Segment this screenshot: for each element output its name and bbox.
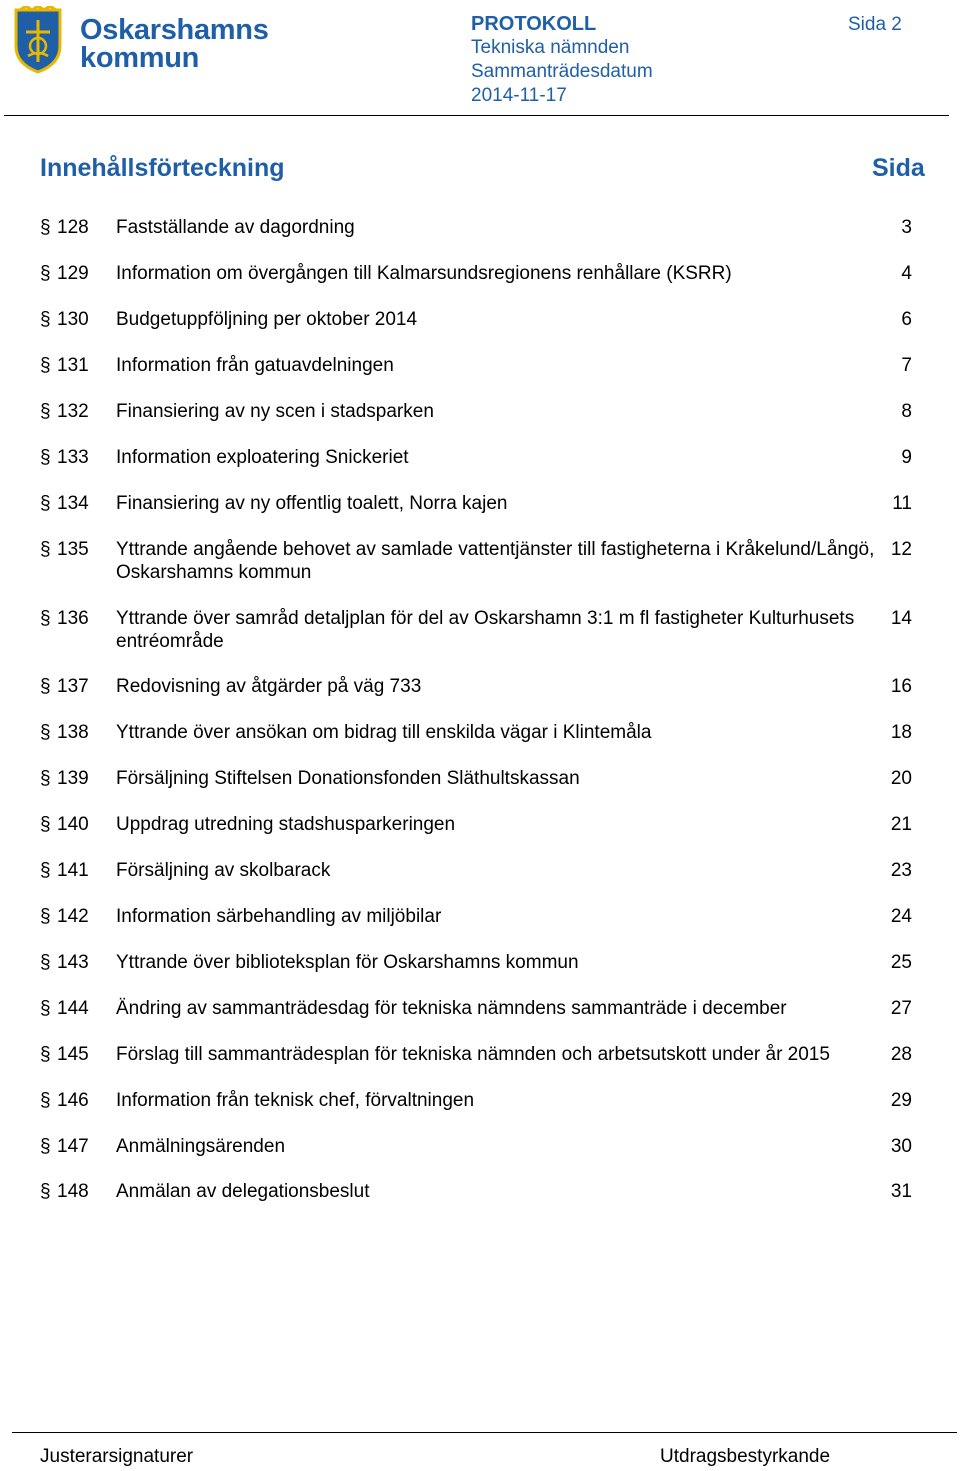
section-sign: § [40,309,51,330]
board-name: Tekniska nämnden [471,37,630,58]
toc-entry-title: Fastställande av dagordning [116,217,355,238]
toc-entry-page: 18 [890,722,912,743]
toc-page-column-heading: Sida [872,154,925,182]
section-sign: § [40,217,51,238]
toc-entry-number: 132 [57,401,89,422]
footer-divider [12,1432,957,1433]
toc-entry-title: Yttrande angående behovet av samlade vattentjänster till fastigheterna i Kråkelund/Långö, Oskarshamns kommun [116,539,875,583]
toc-entry-number: 135 [57,539,89,560]
section-sign: § [40,539,51,560]
logo-name: Oskarshamns [80,14,269,46]
page-number: Sida 2 [848,14,902,35]
toc-entry-title: Förslag till sammanträdesplan för tekniska nämnden och arbetsutskott under år 2015 [116,1044,830,1065]
toc-entry-number: 144 [57,998,89,1019]
toc-entry-title: Budgetuppföljning per oktober 2014 [116,309,418,330]
section-sign: § [40,447,51,468]
toc-entry-page: 7 [901,355,912,376]
toc-entry-page: 11 [892,493,912,514]
section-sign: § [40,722,51,743]
toc-entry-number: 145 [57,1044,89,1065]
toc-entry-title: Finansiering av ny offentlig toalett, Norra kajen [116,493,508,514]
toc-entry-page: 8 [901,401,912,422]
section-sign: § [40,401,51,422]
document-type: PROTOKOLL [471,13,597,35]
section-sign: § [40,676,51,697]
toc-entry-page: 29 [890,1090,912,1111]
section-sign: § [40,608,51,629]
toc-entry-title: Anmälningsärenden [116,1136,286,1157]
toc-entry-number: 142 [57,906,89,927]
toc-entry-number: 137 [57,676,89,697]
toc-entry-title: Yttrande över samråd detaljplan för del av Oskarshamn 3:1 m fl fastigheter Kulturhusets entréområde [116,608,855,652]
toc-entry-title: Ändring av sammanträdesdag för tekniska nämndens sammanträde i december [116,998,787,1019]
toc-entry-number: 143 [57,952,89,973]
toc-entry-page: 16 [890,676,912,697]
coat-of-arms-icon [12,6,64,74]
toc-entry-title: Försäljning Stiftelsen Donationsfonden Släthultskassan [116,768,580,789]
toc-entry-title: Information om övergången till Kalmarsundsregionens renhållare (KSRR) [116,263,732,284]
section-sign: § [40,1136,51,1157]
toc-entry-page: 31 [890,1181,912,1202]
toc-entry-page: 12 [890,539,912,560]
toc-entry-title: Anmälan av delegationsbeslut [116,1181,370,1202]
footer-signatures: Justerarsignaturer [40,1446,194,1467]
toc-entry-number: 128 [57,217,89,238]
municipality-logo [12,4,269,76]
toc-entry-page: 3 [901,217,912,238]
toc-entry-number: 131 [57,355,89,376]
toc-entry-number: 148 [57,1181,89,1202]
toc-entry-title: Yttrande över biblioteksplan för Oskarshamns kommun [116,952,579,973]
toc-entry-page: 30 [890,1136,912,1157]
date-label: Sammanträdesdatum [471,61,653,82]
section-sign: § [40,952,51,973]
toc-entry-page: 14 [890,608,912,629]
toc-entry-title: Uppdrag utredning stadshusparkeringen [116,814,456,835]
toc-entry-page: 24 [890,906,912,927]
toc-entry-page: 9 [901,447,912,468]
toc-entry-page: 21 [890,814,912,835]
toc-entry-page: 27 [890,998,912,1019]
section-sign: § [40,355,51,376]
toc-entry-number: 139 [57,768,89,789]
toc-entry-number: 129 [57,263,89,284]
section-sign: § [40,906,51,927]
toc-entry-page: 20 [890,768,912,789]
document-header [471,12,653,108]
toc-entry-number: 133 [57,447,89,468]
toc-entry-title: Försäljning av skolbarack [116,860,331,881]
toc-entry-number: 140 [57,814,89,835]
toc-entry-title: Information från gatuavdelningen [116,355,394,376]
toc-entry-title: Redovisning av åtgärder på väg 733 [116,676,422,697]
toc-entry-title: Yttrande över ansökan om bidrag till enskilda vägar i Klintemåla [116,722,652,743]
toc-entry-number: 130 [57,309,89,330]
toc-entry-number: 134 [57,493,89,514]
toc-entry-number: 138 [57,722,89,743]
toc-entry-number: 136 [57,608,89,629]
toc-entry-number: 141 [57,860,89,881]
section-sign: § [40,998,51,1019]
toc-entry-number: 147 [57,1136,89,1157]
section-sign: § [40,1181,51,1202]
toc-entry-page: 28 [890,1044,912,1065]
logo-name-sub: kommun [80,42,200,74]
toc-entry-title: Information särbehandling av miljöbilar [116,906,442,927]
toc-entry-title: Information exploatering Snickeriet [116,447,409,468]
toc-entry-page: 4 [901,263,912,284]
toc-entry-page: 6 [901,309,912,330]
meeting-date: 2014-11-17 [471,85,567,106]
section-sign: § [40,493,51,514]
toc-entry-number: 146 [57,1090,89,1111]
toc-title: Innehållsförteckning [40,154,285,182]
section-sign: § [40,1044,51,1065]
section-sign: § [40,1090,51,1111]
section-sign: § [40,768,51,789]
toc-entry-page: 23 [890,860,912,881]
section-sign: § [40,814,51,835]
toc-entry-title: Finansiering av ny scen i stadsparken [116,401,434,422]
section-sign: § [40,860,51,881]
toc-entry-page: 25 [890,952,912,973]
section-sign: § [40,263,51,284]
footer-certification: Utdragsbestyrkande [660,1446,831,1467]
toc-entry-title: Information från teknisk chef, förvaltningen [116,1090,475,1111]
header-divider [4,115,949,116]
